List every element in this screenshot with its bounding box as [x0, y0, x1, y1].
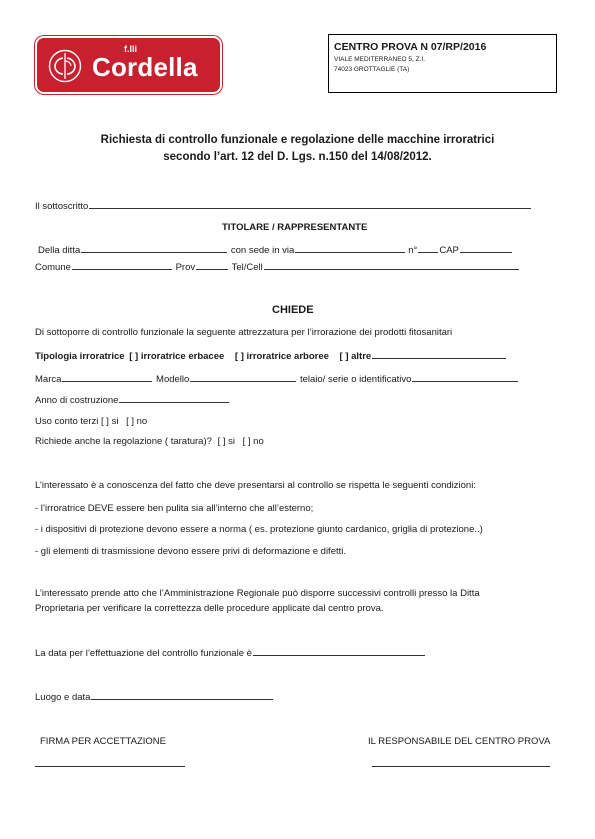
prov-field[interactable]: [196, 260, 228, 270]
numero-label: n°: [408, 245, 418, 256]
uso-no-option[interactable]: [ ] no: [126, 416, 148, 427]
sede-label: con sede in via: [230, 245, 295, 256]
anno-label: Anno di costruzione: [35, 395, 119, 406]
modello-label: Modello: [156, 374, 190, 385]
cap-field[interactable]: [460, 243, 512, 253]
firma-signature-line[interactable]: [35, 766, 185, 767]
chiede-heading: CHIEDE: [272, 304, 314, 316]
tel-field[interactable]: [264, 260, 519, 270]
reg-si-option[interactable]: [ ] si: [217, 436, 235, 447]
document-title-line2: [40, 148, 555, 166]
numero-field[interactable]: [418, 243, 438, 253]
titolare-label: TITOLARE / RAPPRESENTANTE: [222, 222, 368, 233]
comune-label: Comune: [35, 262, 71, 273]
data-controllo-row: [35, 646, 426, 660]
responsabile-signature-line[interactable]: [372, 766, 550, 767]
data-controllo-field[interactable]: [253, 646, 425, 656]
anno-field[interactable]: [119, 393, 229, 403]
document-title-line1: Richiesta di controllo funzionale e regolazione delle macchine irroratrici: [100, 134, 495, 146]
reg-no-option[interactable]: [ ] no: [242, 436, 264, 447]
data-controllo-label: La data per l’effettuazione del controllo funzionale è: [35, 648, 252, 659]
centre-title: CENTRO PROVA N 07/RP/2016: [334, 41, 487, 53]
conditions-intro: L’interessato è a conoscenza del fatto che deve presentarsi al controllo se rispetta le seguenti condizioni:: [35, 480, 476, 491]
marca-field[interactable]: [62, 372, 152, 382]
centre-address-1: VIALE MEDITERRANEO 5, Z.I.: [334, 56, 426, 63]
tipologia-label: Tipologia irroratrice: [35, 351, 125, 362]
option-arboree[interactable]: [ ] irroratrice arboree: [234, 351, 329, 362]
altre-field[interactable]: [372, 349, 506, 359]
cap-label: CAP: [439, 245, 459, 256]
condition-1: - l’irroratrice DEVE essere ben pulita sia all’interno che all’esterno;: [35, 503, 314, 514]
option-erbacee[interactable]: [ ] irroratrice erbacee: [129, 351, 225, 362]
centre-address-2: 74023 GROTTAGLIE (TA): [334, 66, 410, 73]
comune-field[interactable]: [72, 260, 172, 270]
admin-line2: Proprietaria per verificare la correttezza delle procedure applicate dal centro prova.: [35, 603, 384, 614]
ditta-field[interactable]: [81, 243, 227, 253]
ditta-row: [38, 243, 513, 257]
uso-row: [35, 415, 147, 428]
modello-field[interactable]: [190, 372, 296, 382]
anno-row: [35, 393, 230, 407]
telaio-label: telaio/ serie o identificativo: [299, 374, 412, 385]
uso-si-option[interactable]: [ ] si: [101, 416, 119, 427]
luogo-field[interactable]: [91, 690, 273, 700]
ditta-label: Della ditta: [38, 245, 81, 256]
telaio-field[interactable]: [412, 372, 518, 382]
via-field[interactable]: [295, 243, 405, 253]
comune-row: [35, 260, 520, 274]
luogo-row: [35, 690, 274, 704]
sottoscritto-row: [35, 199, 532, 213]
regolazione-label: Richiede anche la regolazione ( taratura)?: [35, 436, 212, 447]
logo-small-text: f.lli: [124, 44, 137, 54]
tipologia-row: [35, 349, 507, 363]
logo-brand-text: Cordella: [92, 52, 198, 82]
responsabile-label: IL RESPONSABILE DEL CENTRO PROVA: [368, 736, 551, 747]
sottoscritto-field[interactable]: [89, 199, 531, 209]
marca-label: Marca: [35, 374, 62, 385]
tel-label: Tel/Cell: [231, 262, 263, 273]
centre-prova-box: [328, 34, 557, 93]
admin-line1: L’interessato prende atto che l’Amministrazione Regionale può disporre successivi controlli presso la Ditta: [35, 588, 480, 599]
luogo-label: Luogo e data: [35, 692, 91, 703]
title-line2-text: secondo l’art. 12 del D. Lgs. n.150 del 14/08/2012.: [163, 151, 432, 163]
firma-label: FIRMA PER ACCETTAZIONE: [40, 736, 166, 747]
regolazione-row: [35, 435, 264, 448]
option-altre[interactable]: [ ] altre: [339, 351, 372, 362]
leaf-emblem-icon: [48, 49, 82, 83]
uso-label: Uso conto terzi: [35, 416, 99, 427]
condition-2: - i dispositivi di protezione devono essere a norma ( es. protezione giunto cardanico, griglia di protezione..): [35, 524, 483, 535]
condition-3: - gli elementi di trasmissione devono essere privi di deformazione e difetti.: [35, 546, 347, 557]
prov-label: Prov: [175, 262, 196, 273]
cordella-logo: [35, 36, 222, 94]
marca-row: [35, 372, 519, 386]
sottoscritto-label: Il sottoscritto: [35, 201, 89, 212]
sottoporre-text: Di sottoporre di controllo funzionale la seguente attrezzatura per l’irrorazione dei prodotti fitosanitari: [35, 327, 453, 338]
